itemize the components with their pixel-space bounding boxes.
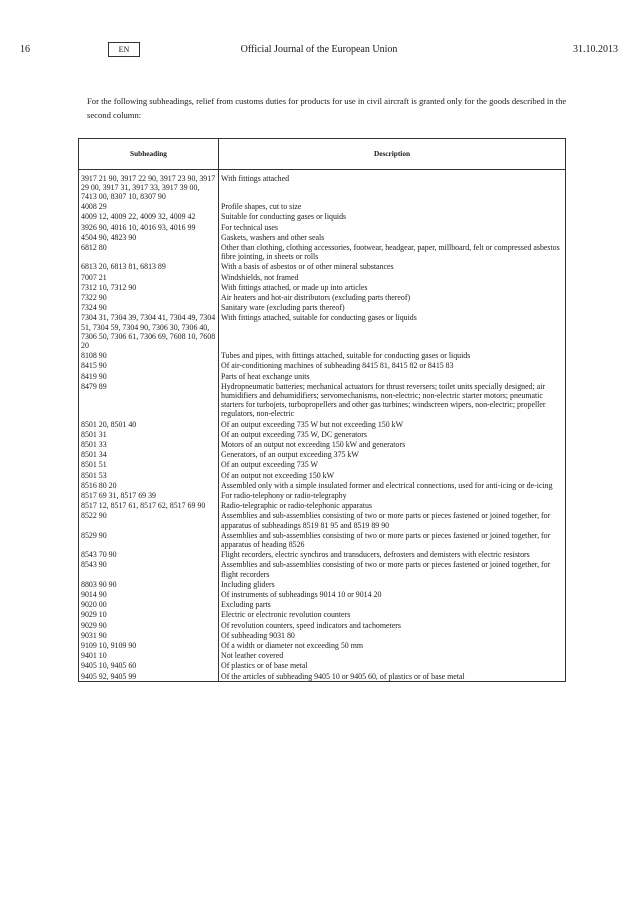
description-cell: Of an output exceeding 735 W but not exceeding 150 kW xyxy=(219,419,566,429)
subheading-cell: 8517 12, 8517 61, 8517 62, 8517 69 90 xyxy=(79,501,219,511)
subheading-cell: 8419 90 xyxy=(79,371,219,381)
table-row xyxy=(79,202,566,212)
subheading-cell: 8501 33 xyxy=(79,439,219,449)
table-row xyxy=(79,232,566,242)
description-cell: Sanitary ware (excluding parts thereof) xyxy=(219,303,566,313)
table-row xyxy=(79,272,566,282)
subheading-cell: 7304 31, 7304 39, 7304 41, 7304 49, 7304 51, 7304 59, 7304 90, 7306 30, 7306 40, 7306 50, 7306 61, 7306 69, 7608 10, 7608 20 xyxy=(79,313,219,351)
subheading-cell: 9109 10, 9109 90 xyxy=(79,641,219,651)
subheading-cell: 8522 90 xyxy=(79,511,219,530)
description-cell: Not leather covered xyxy=(219,651,566,661)
description-cell: Assemblies and sub-assemblies consisting of two or more parts or pieces fastened or joined together, for apparatus of subheadings 8519 81 95 and 8519 89 90 xyxy=(219,511,566,530)
column-header-description: Description xyxy=(219,139,566,170)
table-row xyxy=(79,590,566,600)
subheading-cell: 8501 51 xyxy=(79,460,219,470)
table-row xyxy=(79,630,566,640)
subheading-cell: 6812 80 xyxy=(79,242,219,261)
description-cell: Flight recorders, electric synchros and transducers, defrosters and demisters with electric resistors xyxy=(219,550,566,560)
description-cell: Gaskets, washers and other seals xyxy=(219,232,566,242)
description-cell: Hydropneumatic batteries; mechanical actuators for thrust reversers; toilet units specially designed; air humidifiers and dehumidifiers; servomechanisms, non-electric; non-electric starter motors; pneumatic starters for turbojets, turbopropellers and other gas turbines; windscreen wipers, non-electric; propeller regulators, non-electric xyxy=(219,381,566,419)
subheading-cell: 8501 34 xyxy=(79,450,219,460)
table-row xyxy=(79,511,566,530)
description-cell: Generators, of an output exceeding 375 kW xyxy=(219,450,566,460)
description-cell: Of air-conditioning machines of subheading 8415 81, 8415 82 or 8415 83 xyxy=(219,361,566,371)
language-badge: EN xyxy=(108,42,140,57)
description-cell: Assembled only with a simple insulated former and electrical connections, used for anti-icing or de-icing xyxy=(219,480,566,490)
description-cell: Of instruments of subheadings 9014 10 or 9014 20 xyxy=(219,590,566,600)
subheading-cell: 6813 20, 6813 81, 6813 89 xyxy=(79,262,219,272)
table-row xyxy=(79,610,566,620)
subheading-cell: 8501 20, 8501 40 xyxy=(79,419,219,429)
table-row xyxy=(79,550,566,560)
subheading-cell: 4009 12, 4009 22, 4009 32, 4009 42 xyxy=(79,212,219,222)
subheading-cell: 8501 53 xyxy=(79,470,219,480)
table-row xyxy=(79,671,566,682)
table-row xyxy=(79,242,566,261)
description-cell: Of an output exceeding 735 W xyxy=(219,460,566,470)
table-row xyxy=(79,600,566,610)
subheading-cell: 4008 29 xyxy=(79,202,219,212)
table-row xyxy=(79,450,566,460)
subheading-cell: 8529 90 xyxy=(79,530,219,549)
subheading-cell: 9014 90 xyxy=(79,590,219,600)
subheading-cell: 8108 90 xyxy=(79,351,219,361)
publication-date: 31.10.2013 xyxy=(573,44,618,55)
subheading-cell: 8543 70 90 xyxy=(79,550,219,560)
subheading-table xyxy=(78,138,566,682)
description-cell: Profile shapes, cut to size xyxy=(219,202,566,212)
subheading-cell: 3926 90, 4016 10, 4016 93, 4016 99 xyxy=(79,222,219,232)
description-cell: For radio-telephony or radio-telegraphy xyxy=(219,491,566,501)
description-cell: Motors of an output not exceeding 150 kW and generators xyxy=(219,439,566,449)
table-row xyxy=(79,313,566,351)
table-row xyxy=(79,491,566,501)
description-cell: Including gliders xyxy=(219,579,566,589)
description-cell: Assemblies and sub-assemblies consisting of two or more parts or pieces fastened or joined together, for apparatus of heading 8526 xyxy=(219,530,566,549)
table-row xyxy=(79,351,566,361)
description-cell: Windshields, not framed xyxy=(219,272,566,282)
subheading-cell: 9405 92, 9405 99 xyxy=(79,671,219,682)
table-row xyxy=(79,651,566,661)
page-header xyxy=(0,44,638,58)
table-row xyxy=(79,470,566,480)
table-row xyxy=(79,620,566,630)
table-row xyxy=(79,501,566,511)
description-cell: Of the articles of subheading 9405 10 or 9405 60, of plastics or of base metal xyxy=(219,671,566,682)
description-cell: Excluding parts xyxy=(219,600,566,610)
description-cell: With fittings attached, or made up into articles xyxy=(219,282,566,292)
description-cell: Tubes and pipes, with fittings attached, suitable for conducting gases or liquids xyxy=(219,351,566,361)
description-cell: Electric or electronic revolution counters xyxy=(219,610,566,620)
table-row xyxy=(79,560,566,579)
description-cell: With fittings attached, suitable for conducting gases or liquids xyxy=(219,313,566,351)
column-header-subheading: Subheading xyxy=(79,139,219,170)
description-cell: Of subheading 9031 80 xyxy=(219,630,566,640)
table-row xyxy=(79,303,566,313)
subheading-cell: 7312 10, 7312 90 xyxy=(79,282,219,292)
table-row xyxy=(79,460,566,470)
table-row xyxy=(79,381,566,419)
subheading-cell: 7007 21 xyxy=(79,272,219,282)
description-cell: For technical uses xyxy=(219,222,566,232)
description-cell: Assemblies and sub-assemblies consisting of two or more parts or pieces fastened or joined together, for flight recorders xyxy=(219,560,566,579)
table-row xyxy=(79,212,566,222)
subheading-cell: 8479 89 xyxy=(79,381,219,419)
subheading-cell: 8517 69 31, 8517 69 39 xyxy=(79,491,219,501)
description-cell: With fittings attached xyxy=(219,173,566,202)
subheading-cell: 8415 90 xyxy=(79,361,219,371)
table-row xyxy=(79,480,566,490)
table-row xyxy=(79,173,566,202)
table-header-row xyxy=(79,139,566,170)
table-row xyxy=(79,641,566,651)
description-cell: Of plastics or of base metal xyxy=(219,661,566,671)
description-cell: Of a width or diameter not exceeding 50 mm xyxy=(219,641,566,651)
table-row xyxy=(79,292,566,302)
subheading-cell: 9405 10, 9405 60 xyxy=(79,661,219,671)
subheading-cell: 3917 21 90, 3917 22 90, 3917 23 90, 3917 29 00, 3917 31, 3917 33, 3917 39 00, 7413 00, 8307 10, 8307 90 xyxy=(79,173,219,202)
table-row xyxy=(79,371,566,381)
table-row xyxy=(79,282,566,292)
table-row xyxy=(79,661,566,671)
table-row xyxy=(79,579,566,589)
intro-paragraph: For the following subheadings, relief from customs duties for products for use in civil aircraft is granted only for the goods described in the second column: xyxy=(87,96,567,120)
description-cell: Suitable for conducting gases or liquids xyxy=(219,212,566,222)
table-row xyxy=(79,222,566,232)
page-number: 16 xyxy=(20,44,30,55)
journal-title: Official Journal of the European Union xyxy=(240,44,398,55)
description-cell: Air heaters and hot-air distributors (excluding parts thereof) xyxy=(219,292,566,302)
table-row xyxy=(79,262,566,272)
subheading-cell: 8543 90 xyxy=(79,560,219,579)
subheading-cell: 8501 31 xyxy=(79,429,219,439)
description-cell: Parts of heat exchange units xyxy=(219,371,566,381)
description-cell: Of an output not exceeding 150 kW xyxy=(219,470,566,480)
subheading-cell: 9029 90 xyxy=(79,620,219,630)
subheading-cell: 7324 90 xyxy=(79,303,219,313)
subheading-cell: 9031 90 xyxy=(79,630,219,640)
table-row xyxy=(79,429,566,439)
table-row xyxy=(79,530,566,549)
description-cell: Other than clothing, clothing accessories, footwear, headgear, paper, millboard, felt or compressed asbestos fibre jointing, in sheets or rolls xyxy=(219,242,566,261)
description-cell: Radio-telegraphic or radio-telephonic apparatus xyxy=(219,501,566,511)
subheading-cell: 8516 80 20 xyxy=(79,480,219,490)
description-cell: With a basis of asbestos or of other mineral substances xyxy=(219,262,566,272)
subheading-cell: 7322 90 xyxy=(79,292,219,302)
subheading-cell: 9020 00 xyxy=(79,600,219,610)
table-body xyxy=(79,170,566,682)
table-row xyxy=(79,361,566,371)
description-cell: Of revolution counters, speed indicators and tachometers xyxy=(219,620,566,630)
subheading-cell: 8803 90 90 xyxy=(79,579,219,589)
description-cell: Of an output exceeding 735 W, DC generators xyxy=(219,429,566,439)
subheading-cell: 4504 90, 4823 90 xyxy=(79,232,219,242)
subheading-cell: 9401 10 xyxy=(79,651,219,661)
table-row xyxy=(79,439,566,449)
subheading-cell: 9029 10 xyxy=(79,610,219,620)
table-row xyxy=(79,419,566,429)
